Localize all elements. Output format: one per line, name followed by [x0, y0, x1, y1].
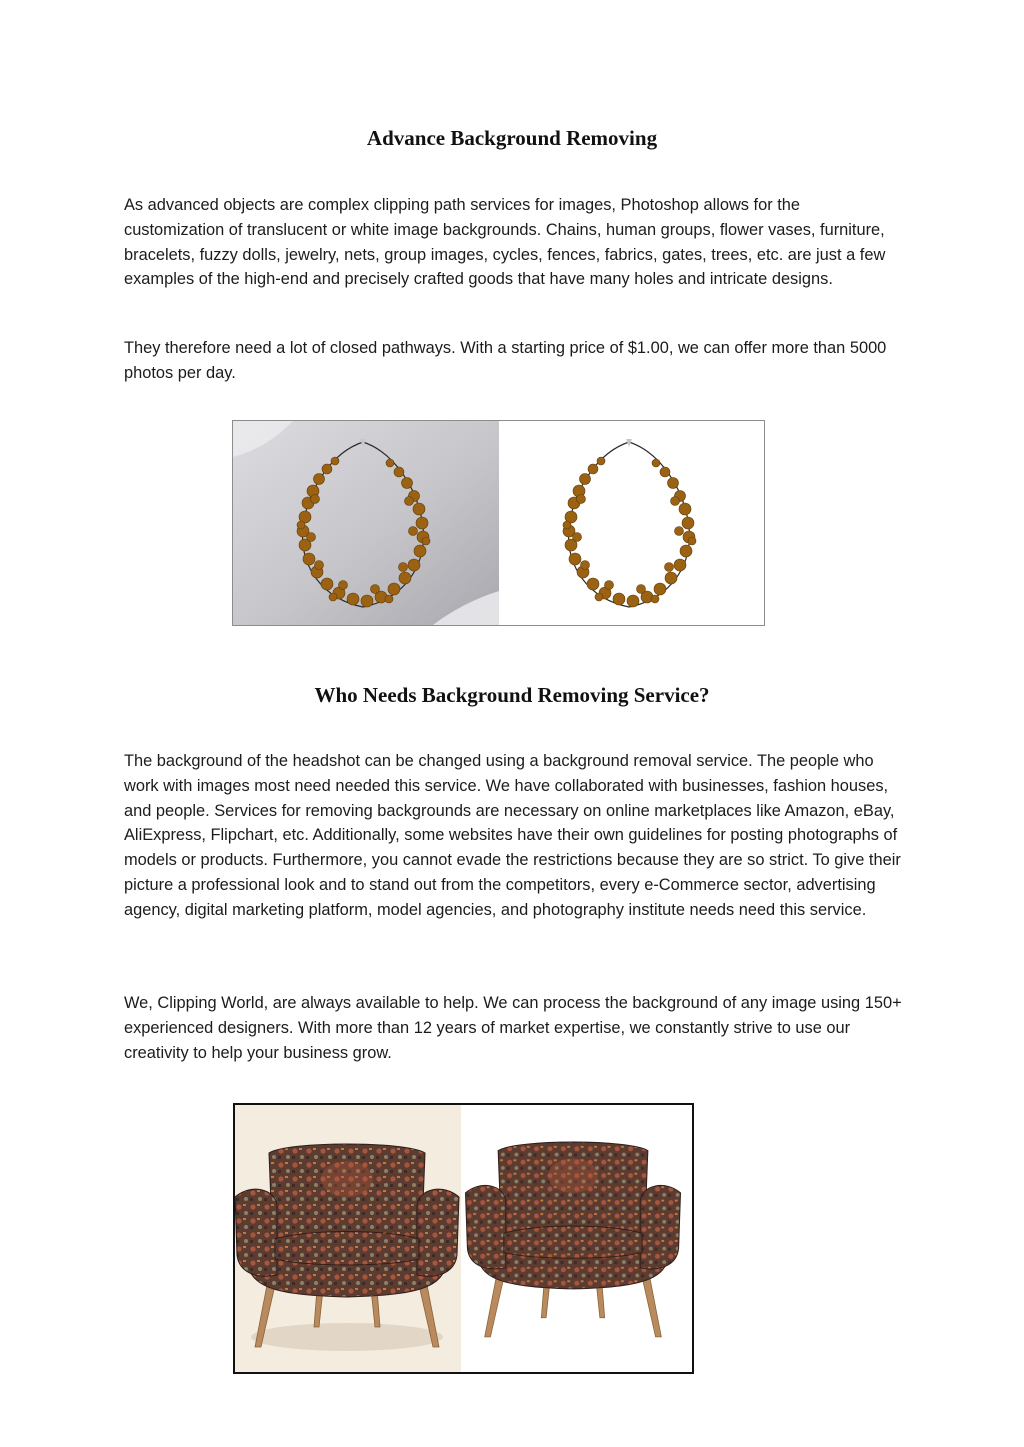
armchair-illustration [235, 1105, 692, 1372]
paragraph-clipping-world: We, Clipping World, are always available to help. We can process the background of any image using 150+ experienced designers. With more than 12 years of market expertise, we constantly strive to use our creativity to help your business grow. [124, 994, 902, 1062]
paragraph-closed-pathways: They therefore need a lot of closed pathways. With a starting price of $1.00, we can offer more than 5000 photos per day. [124, 339, 887, 382]
paragraph-headshot-background: The background of the headshot can be changed using a background removal service. The people who work with images most need needed this service. We have collaborated with businesses, fashion houses, and people. Services for removing backgrounds are necessary on online marketplaces like Amazon, eBay, AliExpress, Flipchart, etc. Additionally, some websites have their own guidelines for posting photographs of models or products. Furthermore, you cannot evade the restrictions because they are so strict. To give their picture a professional look and to stand out from the competitors, every e-Commerce sector, advertising agency, digital marketing platform, model agencies, and photography institute needs need this service. [124, 752, 901, 919]
necklace-before-after-image [232, 420, 765, 626]
necklace-illustration [233, 421, 764, 625]
armchair-before-after-image [233, 1103, 694, 1374]
heading-who-needs-background-removing: Who Needs Background Removing Service? [314, 683, 710, 707]
heading-advance-background-removing: Advance Background Removing [366, 126, 658, 150]
paragraph-advanced-objects: As advanced objects are complex clipping path services for images, Photoshop allows for the customization of translucent or white image backgrounds. Chains, human groups, flower vases, furniture, bracelets, fuzzy dolls, jewelry, nets, group images, cycles, fences, fabrics, gates, trees, etc. are just a few examples of the high-end and precisely crafted goods that have many holes and intricate designs. [124, 196, 886, 289]
